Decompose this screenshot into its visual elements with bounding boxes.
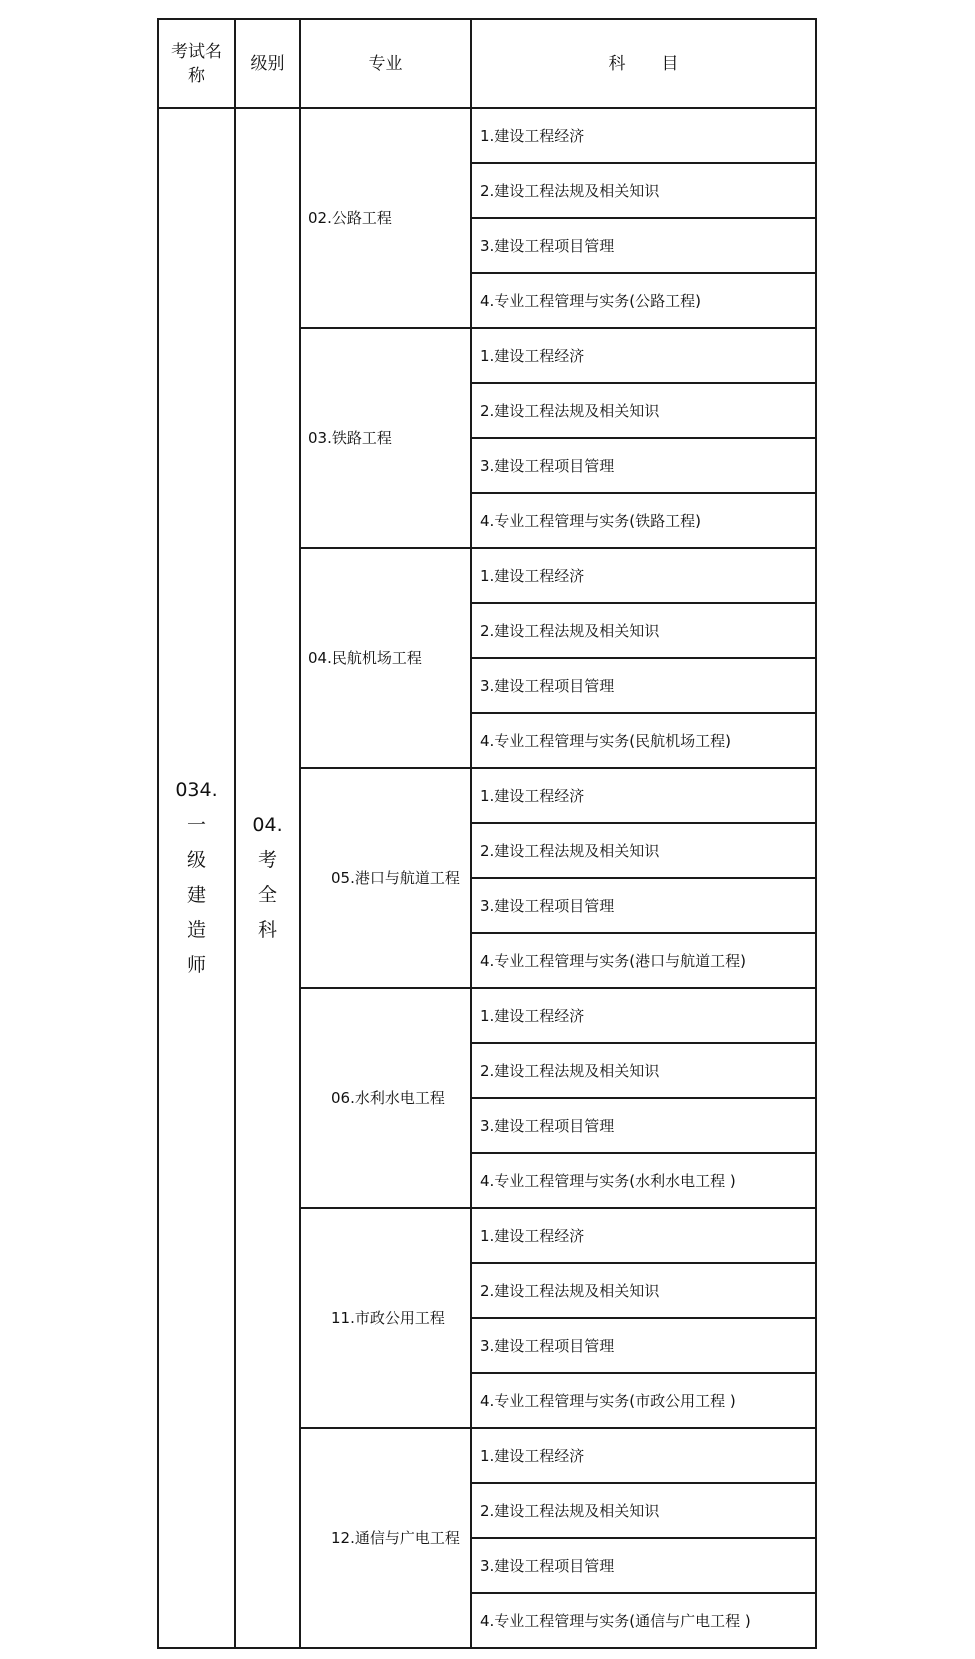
- exam-subject-table: [157, 18, 817, 1649]
- subject-cell: 1.建设工程经济: [471, 108, 816, 163]
- level-char: 科: [257, 919, 277, 941]
- major-cell: 11.市政公用工程: [300, 1208, 471, 1428]
- exam-name-code: 034.: [175, 779, 218, 801]
- major-cell: 04.民航机场工程: [300, 548, 471, 768]
- subject-cell: 1.建设工程经济: [471, 328, 816, 383]
- subject-cell: 3.建设工程项目管理: [471, 1318, 816, 1373]
- level-char: 全: [257, 884, 277, 906]
- header-level: 级别: [235, 19, 300, 108]
- subject-cell: 2.建设工程法规及相关知识: [471, 383, 816, 438]
- subject-cell: 4.专业工程管理与实务(水利水电工程 ): [471, 1153, 816, 1208]
- exam-name-char: 建: [186, 884, 206, 906]
- subject-cell: 2.建设工程法规及相关知识: [471, 1263, 816, 1318]
- exam-name-char: 一: [186, 814, 206, 836]
- exam-name-char: 师: [186, 954, 206, 976]
- subject-cell: 3.建设工程项目管理: [471, 658, 816, 713]
- major-cell: 03.铁路工程: [300, 328, 471, 548]
- level-cell: [235, 108, 300, 1648]
- subject-cell: 3.建设工程项目管理: [471, 878, 816, 933]
- header-row: [158, 19, 816, 108]
- header-major: 专业: [300, 19, 471, 108]
- subject-row: [158, 108, 816, 163]
- subject-cell: 3.建设工程项目管理: [471, 1538, 816, 1593]
- exam-name-char: 级: [186, 849, 206, 871]
- subject-cell: 4.专业工程管理与实务(民航机场工程): [471, 713, 816, 768]
- header-subjects: 科目: [471, 19, 816, 108]
- subject-cell: 4.专业工程管理与实务(通信与广电工程 ): [471, 1593, 816, 1648]
- header-exam-name: 考试名称: [158, 19, 235, 108]
- subject-cell: 2.建设工程法规及相关知识: [471, 163, 816, 218]
- subject-cell: 1.建设工程经济: [471, 1428, 816, 1483]
- level-code: 04.: [252, 814, 283, 836]
- subject-cell: 2.建设工程法规及相关知识: [471, 1483, 816, 1538]
- subject-cell: 4.专业工程管理与实务(公路工程): [471, 273, 816, 328]
- major-cell: 05.港口与航道工程: [300, 768, 471, 988]
- subject-cell: 3.建设工程项目管理: [471, 1098, 816, 1153]
- major-cell: 12.通信与广电工程: [300, 1428, 471, 1648]
- level-char: 考: [257, 849, 277, 871]
- subject-cell: 1.建设工程经济: [471, 988, 816, 1043]
- subject-cell: 1.建设工程经济: [471, 548, 816, 603]
- major-cell: 06.水利水电工程: [300, 988, 471, 1208]
- exam-name-cell: [158, 108, 235, 1648]
- subject-cell: 4.专业工程管理与实务(市政公用工程 ): [471, 1373, 816, 1428]
- subject-cell: 1.建设工程经济: [471, 1208, 816, 1263]
- subject-cell: 1.建设工程经济: [471, 768, 816, 823]
- subject-cell: 3.建设工程项目管理: [471, 218, 816, 273]
- exam-name-char: 造: [186, 919, 206, 941]
- major-cell: 02.公路工程: [300, 108, 471, 328]
- subject-cell: 2.建设工程法规及相关知识: [471, 603, 816, 658]
- subject-cell: 2.建设工程法规及相关知识: [471, 1043, 816, 1098]
- subject-cell: 4.专业工程管理与实务(港口与航道工程): [471, 933, 816, 988]
- subject-cell: 4.专业工程管理与实务(铁路工程): [471, 493, 816, 548]
- subject-cell: 2.建设工程法规及相关知识: [471, 823, 816, 878]
- subject-cell: 3.建设工程项目管理: [471, 438, 816, 493]
